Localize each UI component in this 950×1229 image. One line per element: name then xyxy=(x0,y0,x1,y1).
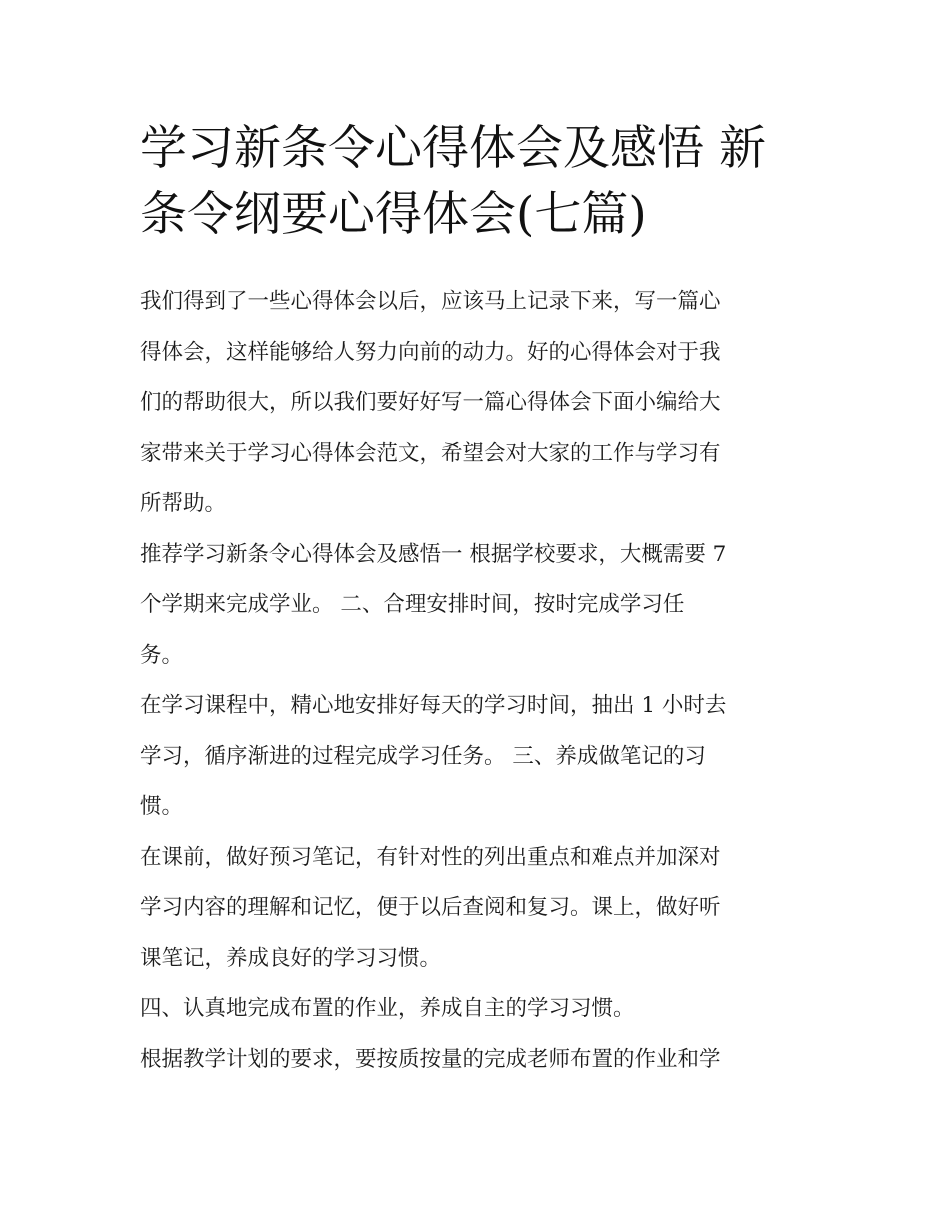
text-line: 学习内容的理解和记忆，便于以后查阅和复习。课上，做好听 xyxy=(140,895,721,920)
paragraph-section-3 xyxy=(140,833,830,985)
text-line: 学习，循序渐进的过程完成学习任务。 三、养成做笔记的习 xyxy=(140,743,706,769)
text-line: 家带来关于学习心得体会范文，希望会对大家的工作与学习有 xyxy=(140,440,721,466)
document-body xyxy=(140,277,830,1085)
text-line: 个学期来完成学业。 二、合理安排时间，按时完成学习任 xyxy=(140,592,685,617)
document-title xyxy=(140,116,820,248)
text-line: 务。 xyxy=(140,642,184,668)
paragraph-section-4 xyxy=(140,1035,830,1086)
text-line: 们的帮助很大，所以我们要好好写一篇心得体会下面小编给大 xyxy=(140,390,721,415)
title-line: 学习新条令心得体会及感悟 新 xyxy=(140,121,766,176)
paragraph-intro xyxy=(140,277,830,530)
text-line: 课笔记，养成良好的学习习惯。 xyxy=(140,945,442,971)
title-line: 条令纲要心得体会(七篇) xyxy=(140,187,647,242)
text-line: 我们得到了一些心得体会以后，应该马上记录下来，写一篇心 xyxy=(140,289,721,314)
text-line: 惯。 xyxy=(140,794,184,819)
text-line: 得体会，这样能够给人努力向前的动力。好的心得体会对于我 xyxy=(140,339,721,365)
paragraph-section-1 xyxy=(140,530,830,682)
paragraph-section-4-heading xyxy=(140,984,830,1035)
text-line: 根据教学计划的要求，要按质按量的完成老师布置的作业和学 xyxy=(140,1046,721,1072)
paragraph-section-2 xyxy=(140,681,830,833)
text-line: 所帮助。 xyxy=(140,491,227,516)
text-line: 在学习课程中，精心地安排好每天的学习时间，抽出 1 小时去 xyxy=(140,693,727,718)
text-line: 推荐学习新条令心得体会及感悟一 根据学校要求，大概需要 7 xyxy=(140,541,727,567)
text-line: 在课前，做好预习笔记，有针对性的列出重点和难点并加深对 xyxy=(140,844,721,870)
text-line: 四、认真地完成布置的作业，养成自主的学习习惯。 xyxy=(140,996,635,1021)
